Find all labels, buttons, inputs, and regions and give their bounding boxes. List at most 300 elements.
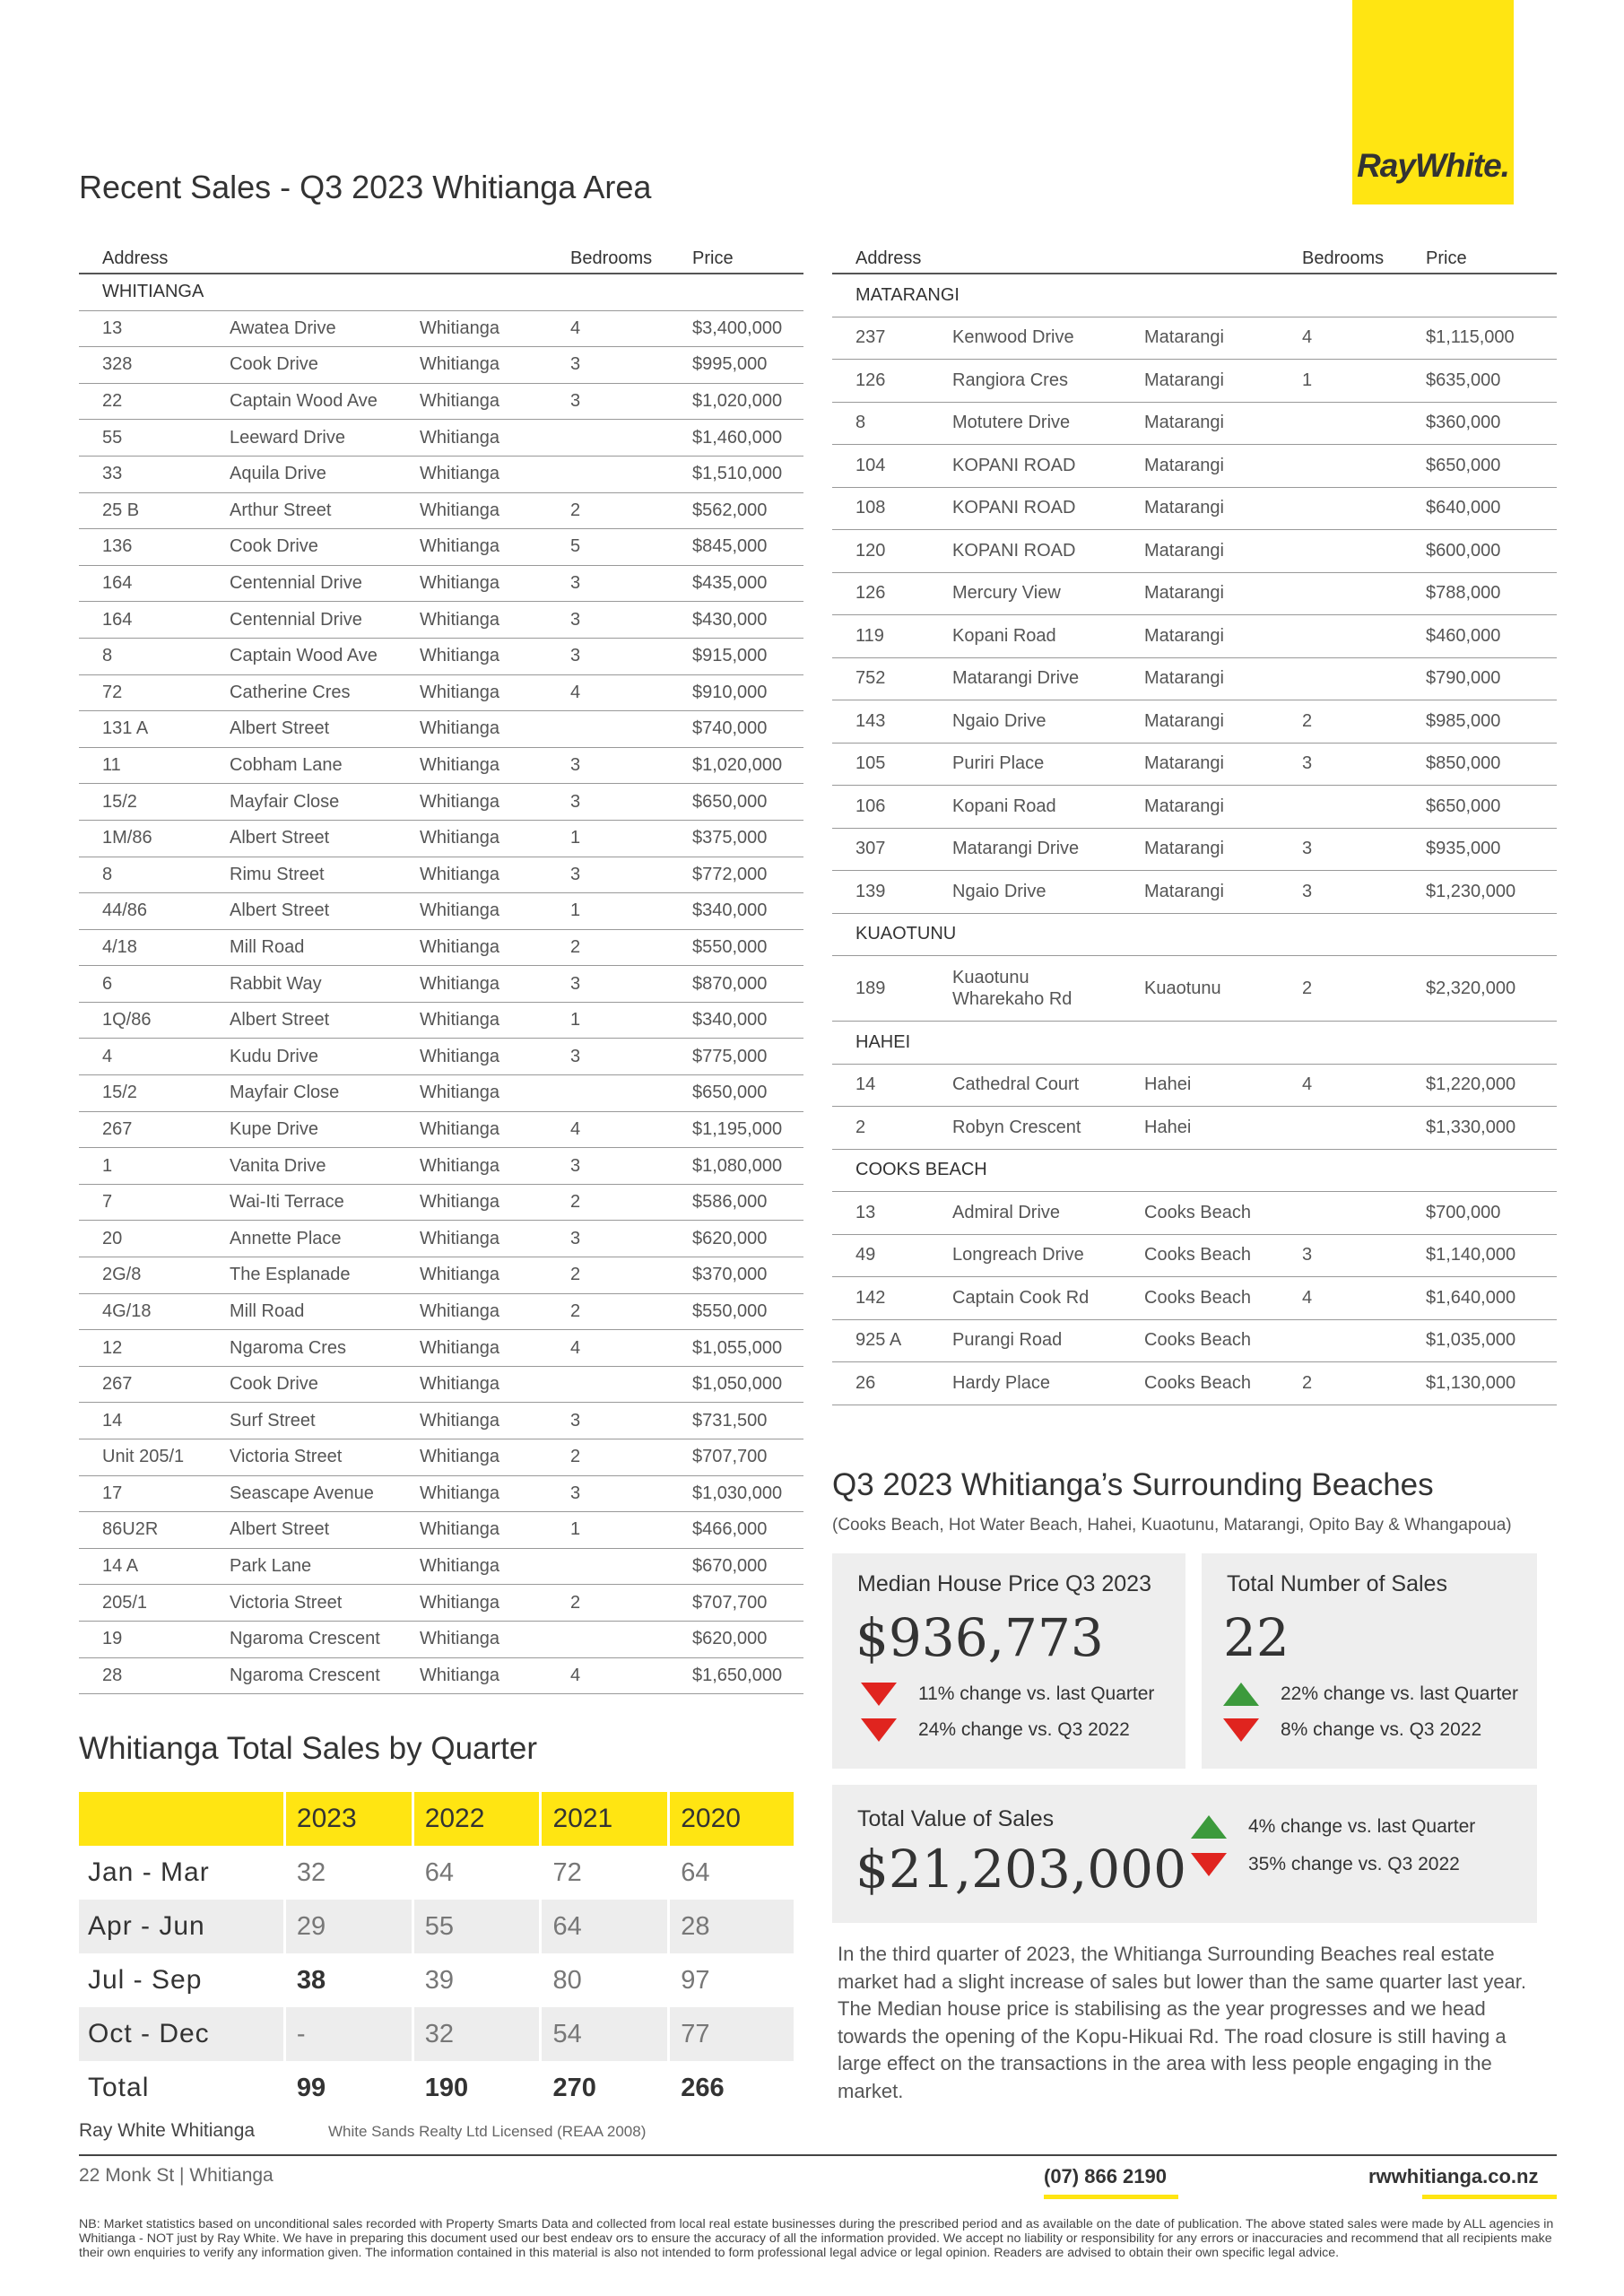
cell-number: 925 A	[832, 1319, 929, 1362]
cell-number: 19	[79, 1621, 206, 1657]
cell-price: $550,000	[669, 929, 803, 966]
cell-bedrooms: 3	[1279, 828, 1403, 871]
cell-suburb: Whitianga	[396, 1148, 547, 1185]
cell-bedrooms: 2	[1279, 956, 1403, 1022]
cell-suburb: Matarangi	[1121, 700, 1279, 744]
table-row	[832, 956, 1557, 1022]
cell-suburb: Whitianga	[396, 347, 547, 384]
cell-suburb: Matarangi	[1121, 360, 1279, 403]
cell-bedrooms: 3	[547, 1039, 669, 1075]
median-label: Median House Price Q3 2023	[857, 1571, 1151, 1596]
year-header: 2022	[413, 1792, 541, 1846]
total-value-change-year: 35% change vs. Q3 2022	[1191, 1853, 1460, 1876]
table-row	[832, 1107, 1557, 1150]
group-label: COOKS BEACH	[832, 1149, 1557, 1192]
cell-number: 33	[79, 456, 206, 492]
quarter-value: 97	[669, 1953, 795, 2007]
cell-suburb: Whitianga	[396, 638, 547, 674]
quarter-label: Apr - Jun	[79, 1900, 284, 1953]
cell-price: $772,000	[669, 857, 803, 893]
table-row	[79, 1585, 803, 1622]
cell-suburb: Matarangi	[1121, 572, 1279, 615]
cell-bedrooms	[1279, 487, 1403, 530]
cell-number: 106	[832, 786, 929, 829]
cell-suburb: Whitianga	[396, 529, 547, 566]
quarter-row	[79, 2061, 795, 2115]
cell-price: $1,230,000	[1403, 871, 1557, 914]
cell-bedrooms: 2	[547, 492, 669, 529]
cell-suburb: Whitianga	[396, 1657, 547, 1694]
cell-suburb: Whitianga	[396, 674, 547, 711]
cell-price: $466,000	[669, 1512, 803, 1549]
header-address: Address	[79, 231, 547, 274]
cell-suburb: Whitianga	[396, 602, 547, 639]
cell-bedrooms	[1279, 786, 1403, 829]
cell-bedrooms: 3	[547, 857, 669, 893]
cell-number: 28	[79, 1657, 206, 1694]
cell-price: $340,000	[669, 1002, 803, 1039]
cell-bedrooms	[547, 1366, 669, 1403]
cell-bedrooms: 3	[547, 347, 669, 384]
table-row	[832, 828, 1557, 871]
down-arrow-icon	[861, 1683, 897, 1706]
cell-price: $1,640,000	[1403, 1277, 1557, 1320]
cell-street: Surf Street	[206, 1403, 396, 1439]
cell-number: 142	[832, 1277, 929, 1320]
cell-street: Cook Drive	[206, 529, 396, 566]
table-row	[79, 1184, 803, 1221]
cell-number: 164	[79, 602, 206, 639]
table-row	[79, 1512, 803, 1549]
legal-disclaimer: NB: Market statistics based on unconditional sales recorded with Property Smarts Data and collected from local real estate businesses during the prescribed period and as available on the date of publication. The above stated sales were made by ALL agencies in Whitianga - NOT just by Ray White. We have in preparing this document used our best endeav ors to ensure the accuracy of all the information provided. We accept no liability or responsibility for any errors or inaccuracies and recommend that all recipients make their own enquiries to verify any information given. The information contained in this material is also not intended to form professional legal advice or legal opinion. Readers are advised to obtain their own specific legal advice.	[79, 2217, 1554, 2260]
cell-street: Wai-Iti Terrace	[206, 1184, 396, 1221]
cell-suburb: Whitianga	[396, 857, 547, 893]
cell-number: 13	[79, 310, 206, 347]
quarter-row	[79, 1900, 795, 1953]
cell-price: $1,510,000	[669, 456, 803, 492]
cell-street: Admiral Drive	[929, 1192, 1121, 1235]
cell-price: $670,000	[669, 1548, 803, 1585]
cell-street: Awatea Drive	[206, 310, 396, 347]
cell-number: 267	[79, 1366, 206, 1403]
cell-number: 1M/86	[79, 820, 206, 857]
cell-number: 55	[79, 420, 206, 457]
cell-bedrooms	[547, 420, 669, 457]
table-row	[832, 572, 1557, 615]
cell-bedrooms: 3	[547, 1475, 669, 1512]
cell-price: $430,000	[669, 602, 803, 639]
cell-bedrooms: 4	[1279, 1064, 1403, 1107]
header-price: Price	[1403, 231, 1557, 274]
quarter-value: 64	[669, 1846, 795, 1900]
cell-price: $731,500	[669, 1403, 803, 1439]
table-row	[832, 445, 1557, 488]
cell-price: $915,000	[669, 638, 803, 674]
cell-number: 164	[79, 565, 206, 602]
cell-street: Victoria Street	[206, 1585, 396, 1622]
cell-price: $1,115,000	[1403, 317, 1557, 360]
cell-suburb: Kuaotunu	[1121, 956, 1279, 1022]
cell-street: Albert Street	[206, 1002, 396, 1039]
cell-bedrooms: 4	[547, 1330, 669, 1367]
table-row	[79, 674, 803, 711]
cell-price: $620,000	[669, 1221, 803, 1257]
cell-street: Seascape Avenue	[206, 1475, 396, 1512]
cell-suburb: Whitianga	[396, 1366, 547, 1403]
cell-bedrooms	[1279, 657, 1403, 700]
table-row	[79, 1257, 803, 1294]
cell-number: 6	[79, 966, 206, 1003]
total-sales-card	[1202, 1553, 1537, 1769]
cell-street: Albert Street	[206, 711, 396, 748]
whitianga-sales-table	[79, 231, 803, 1694]
cell-price: $1,020,000	[669, 383, 803, 420]
cell-price: $788,000	[1403, 572, 1557, 615]
cell-price: $985,000	[1403, 700, 1557, 744]
cell-bedrooms: 3	[547, 966, 669, 1003]
agency-name: Ray White Whitianga	[79, 2120, 256, 2141]
down-arrow-icon	[1223, 1718, 1259, 1742]
cell-price: $620,000	[669, 1621, 803, 1657]
cell-number: 104	[832, 445, 929, 488]
cell-price: $995,000	[669, 347, 803, 384]
cell-number: 2	[832, 1107, 929, 1150]
table-row	[79, 638, 803, 674]
cell-bedrooms	[1279, 615, 1403, 658]
cell-suburb: Whitianga	[396, 1403, 547, 1439]
cell-bedrooms: 2	[547, 1439, 669, 1476]
cell-suburb: Whitianga	[396, 893, 547, 930]
cell-street: Vanita Drive	[206, 1148, 396, 1185]
cell-street: Ngaio Drive	[929, 700, 1121, 744]
cell-bedrooms: 4	[547, 1111, 669, 1148]
cell-number: 72	[79, 674, 206, 711]
cell-suburb: Whitianga	[396, 711, 547, 748]
group-row	[832, 913, 1557, 956]
cell-price: $1,020,000	[669, 747, 803, 784]
cell-price: $740,000	[669, 711, 803, 748]
logo-text: RayWhite.	[1357, 147, 1509, 184]
cell-street: Ngaroma Crescent	[206, 1621, 396, 1657]
header-address: Address	[832, 231, 1279, 274]
total-value-card	[832, 1785, 1537, 1923]
cell-suburb: Hahei	[1121, 1107, 1279, 1150]
cell-price: $340,000	[669, 893, 803, 930]
surrounding-sales-table	[832, 231, 1557, 1405]
cell-bedrooms	[547, 1548, 669, 1585]
cell-number: 143	[832, 700, 929, 744]
cell-suburb: Whitianga	[396, 1221, 547, 1257]
cell-street: Rimu Street	[206, 857, 396, 893]
cell-suburb: Cooks Beach	[1121, 1362, 1279, 1405]
office-phone[interactable]: (07) 866 2190	[1044, 2165, 1167, 2187]
cell-price: $1,195,000	[669, 1111, 803, 1148]
group-row	[832, 1022, 1557, 1065]
cell-bedrooms: 3	[547, 1403, 669, 1439]
quarter-value: 77	[669, 2007, 795, 2061]
table-row	[79, 820, 803, 857]
phone-underline	[1044, 2195, 1178, 2199]
table-row	[79, 529, 803, 566]
table-row	[79, 1148, 803, 1185]
quarter-value: 29	[284, 1900, 413, 1953]
cell-number: 49	[832, 1234, 929, 1277]
cell-bedrooms: 1	[547, 1002, 669, 1039]
cell-price: $650,000	[1403, 786, 1557, 829]
up-arrow-icon	[1223, 1683, 1259, 1706]
cell-price: $650,000	[669, 784, 803, 821]
table-row	[832, 530, 1557, 573]
cell-suburb: Matarangi	[1121, 487, 1279, 530]
cell-bedrooms: 2	[1279, 1362, 1403, 1405]
table-row	[832, 700, 1557, 744]
group-label: HAHEI	[832, 1022, 1557, 1065]
cell-number: 14	[832, 1064, 929, 1107]
cell-suburb: Whitianga	[396, 1293, 547, 1330]
cell-street: Ngaroma Crescent	[206, 1657, 396, 1694]
cell-street: Albert Street	[206, 1512, 396, 1549]
cell-price: $586,000	[669, 1184, 803, 1221]
cell-bedrooms: 4	[547, 310, 669, 347]
beaches-section-title: Q3 2023 Whitianga’s Surrounding Beaches	[832, 1467, 1434, 1502]
cell-number: 1	[79, 1148, 206, 1185]
cell-street: Rangiora Cres	[929, 360, 1121, 403]
quarter-row	[79, 2007, 795, 2061]
quarter-value: 55	[413, 1900, 541, 1953]
cell-price: $460,000	[1403, 615, 1557, 658]
quarter-value: 64	[413, 1846, 541, 1900]
table-row	[79, 1221, 803, 1257]
cell-street: Mayfair Close	[206, 784, 396, 821]
total-value-label: Total Value of Sales	[857, 1806, 1055, 1831]
table-row	[79, 1039, 803, 1075]
quarter-value: 54	[541, 2007, 669, 2061]
down-arrow-icon	[861, 1718, 897, 1742]
cell-bedrooms: 4	[1279, 1277, 1403, 1320]
quarter-value: -	[284, 2007, 413, 2061]
cell-number: Unit 205/1	[79, 1439, 206, 1476]
table-row	[79, 310, 803, 347]
cell-price: $2,320,000	[1403, 956, 1557, 1022]
cell-number: 4	[79, 1039, 206, 1075]
cell-bedrooms: 3	[547, 638, 669, 674]
cell-street: Longreach Drive	[929, 1234, 1121, 1277]
quarter-row	[79, 1846, 795, 1900]
cell-number: 22	[79, 383, 206, 420]
cell-bedrooms: 3	[547, 1148, 669, 1185]
cell-bedrooms: 2	[547, 1585, 669, 1622]
median-value: $936,773	[855, 1607, 1104, 1668]
quarter-value: 38	[284, 1953, 413, 2007]
cell-price: $870,000	[669, 966, 803, 1003]
cell-street: Kopani Road	[929, 615, 1121, 658]
cell-suburb: Whitianga	[396, 1039, 547, 1075]
cell-price: $3,400,000	[669, 310, 803, 347]
cell-price: $1,650,000	[669, 1657, 803, 1694]
table-row	[832, 1362, 1557, 1405]
cell-street: Kupe Drive	[206, 1111, 396, 1148]
cell-number: 131 A	[79, 711, 206, 748]
cell-price: $370,000	[669, 1257, 803, 1294]
cell-number: 4/18	[79, 929, 206, 966]
office-address: 22 Monk St | Whitianga	[79, 2165, 274, 2186]
cell-suburb: Whitianga	[396, 929, 547, 966]
cell-suburb: Whitianga	[396, 820, 547, 857]
cell-bedrooms	[547, 1075, 669, 1112]
cell-number: 189	[832, 956, 929, 1022]
table-row	[79, 1548, 803, 1585]
group-label: WHITIANGA	[79, 274, 803, 310]
cell-street: Puriri Place	[929, 743, 1121, 786]
table-row	[79, 492, 803, 529]
cell-price: $650,000	[669, 1075, 803, 1112]
quarter-value: 80	[541, 1953, 669, 2007]
cell-suburb: Cooks Beach	[1121, 1319, 1279, 1362]
ray-white-logo	[1352, 0, 1514, 204]
cell-price: $1,035,000	[1403, 1319, 1557, 1362]
cell-price: $707,700	[669, 1439, 803, 1476]
header-price: Price	[669, 231, 803, 274]
table-row	[832, 402, 1557, 445]
quarter-sales-table	[79, 1792, 796, 2115]
quarter-value: 32	[284, 1846, 413, 1900]
page-title: Recent Sales - Q3 2023 Whitianga Area	[79, 169, 652, 205]
cell-suburb: Whitianga	[396, 966, 547, 1003]
cell-suburb: Cooks Beach	[1121, 1234, 1279, 1277]
cell-number: 328	[79, 347, 206, 384]
cell-number: 15/2	[79, 784, 206, 821]
cell-bedrooms	[1279, 445, 1403, 488]
cell-bedrooms: 1	[547, 893, 669, 930]
cell-bedrooms: 3	[1279, 871, 1403, 914]
cell-number: 12	[79, 1330, 206, 1367]
cell-price: $375,000	[669, 820, 803, 857]
cell-price: $600,000	[1403, 530, 1557, 573]
table-row	[79, 1366, 803, 1403]
beaches-subtitle: (Cooks Beach, Hot Water Beach, Hahei, Kuaotunu, Matarangi, Opito Bay & Whangapoua)	[832, 1516, 1512, 1535]
footer-divider	[79, 2154, 1557, 2156]
cell-number: 126	[832, 572, 929, 615]
cell-street: Kenwood Drive	[929, 317, 1121, 360]
group-row	[832, 1149, 1557, 1192]
cell-suburb: Whitianga	[396, 565, 547, 602]
quarter-value: 72	[541, 1846, 669, 1900]
quarter-value: 190	[413, 2061, 541, 2115]
cell-number: 11	[79, 747, 206, 784]
cell-bedrooms: 3	[547, 1221, 669, 1257]
cell-suburb: Whitianga	[396, 1111, 547, 1148]
total-sales-label: Total Number of Sales	[1227, 1571, 1447, 1596]
cell-suburb: Matarangi	[1121, 871, 1279, 914]
year-header: 2020	[669, 1792, 795, 1846]
cell-bedrooms: 2	[547, 1293, 669, 1330]
table-row	[832, 1064, 1557, 1107]
table-row	[79, 1439, 803, 1476]
table-row	[79, 383, 803, 420]
cell-suburb: Whitianga	[396, 1475, 547, 1512]
cell-number: 237	[832, 317, 929, 360]
table-row	[79, 565, 803, 602]
cell-street: Park Lane	[206, 1548, 396, 1585]
website-link[interactable]: rwwhitianga.co.nz	[1368, 2165, 1539, 2187]
cell-number: 205/1	[79, 1585, 206, 1622]
table-row	[79, 893, 803, 930]
cell-street: Catherine Cres	[206, 674, 396, 711]
cell-suburb: Whitianga	[396, 1330, 547, 1367]
cell-street: Albert Street	[206, 893, 396, 930]
table-row	[79, 456, 803, 492]
cell-street: Mayfair Close	[206, 1075, 396, 1112]
cell-bedrooms: 2	[547, 1184, 669, 1221]
table-row	[79, 1330, 803, 1367]
cell-price: $935,000	[1403, 828, 1557, 871]
cell-number: 119	[832, 615, 929, 658]
cell-number: 7	[79, 1184, 206, 1221]
table-row	[832, 317, 1557, 360]
cell-street: Kudu Drive	[206, 1039, 396, 1075]
quarter-value: 266	[669, 2061, 795, 2115]
cell-number: 20	[79, 1221, 206, 1257]
quarter-value: 32	[413, 2007, 541, 2061]
table-row	[832, 871, 1557, 914]
cell-bedrooms	[547, 1621, 669, 1657]
cell-suburb: Whitianga	[396, 1548, 547, 1585]
cell-price: $550,000	[669, 1293, 803, 1330]
table-row	[832, 743, 1557, 786]
cell-number: 4G/18	[79, 1293, 206, 1330]
cell-street: Cook Drive	[206, 1366, 396, 1403]
cell-number: 307	[832, 828, 929, 871]
total-sales-value: 22	[1223, 1607, 1290, 1668]
cell-bedrooms	[1279, 1107, 1403, 1150]
cell-bedrooms: 2	[1279, 700, 1403, 744]
table-row	[79, 784, 803, 821]
cell-suburb: Whitianga	[396, 1621, 547, 1657]
table-row	[832, 657, 1557, 700]
table-row	[79, 1475, 803, 1512]
cell-number: 14 A	[79, 1548, 206, 1585]
table-row	[79, 929, 803, 966]
cell-number: 136	[79, 529, 206, 566]
cell-price: $650,000	[1403, 445, 1557, 488]
cell-suburb: Whitianga	[396, 492, 547, 529]
table-row	[79, 1293, 803, 1330]
cell-price: $1,050,000	[669, 1366, 803, 1403]
cell-suburb: Matarangi	[1121, 615, 1279, 658]
market-commentary: In the third quarter of 2023, the Whitianga Surrounding Beaches real estate market had a slight increase of sales but lower than the same quarter last year. The Median house price is stabilising as the year progresses and we head towards the opening of the Kopu-Hikuai Rd. The road closure is still having a large effect on the transactions in the area with less people engaging in the market.	[838, 1943, 1526, 2102]
table-row	[79, 857, 803, 893]
cell-suburb: Matarangi	[1121, 657, 1279, 700]
table-row	[79, 602, 803, 639]
table-row	[79, 420, 803, 457]
cell-price: $1,330,000	[1403, 1107, 1557, 1150]
cell-number: 139	[832, 871, 929, 914]
cell-street: Victoria Street	[206, 1439, 396, 1476]
cell-street: Rabbit Way	[206, 966, 396, 1003]
cell-street: Mercury View	[929, 572, 1121, 615]
cell-street: Arthur Street	[206, 492, 396, 529]
cell-street: Captain Wood Ave	[206, 383, 396, 420]
cell-number: 13	[832, 1192, 929, 1235]
cell-bedrooms	[1279, 530, 1403, 573]
quarter-value: 28	[669, 1900, 795, 1953]
quarter-row	[79, 1953, 795, 2007]
cell-suburb: Whitianga	[396, 310, 547, 347]
table-row	[79, 1621, 803, 1657]
header-bedrooms: Bedrooms	[1279, 231, 1403, 274]
table-row	[832, 615, 1557, 658]
table-row	[832, 1277, 1557, 1320]
